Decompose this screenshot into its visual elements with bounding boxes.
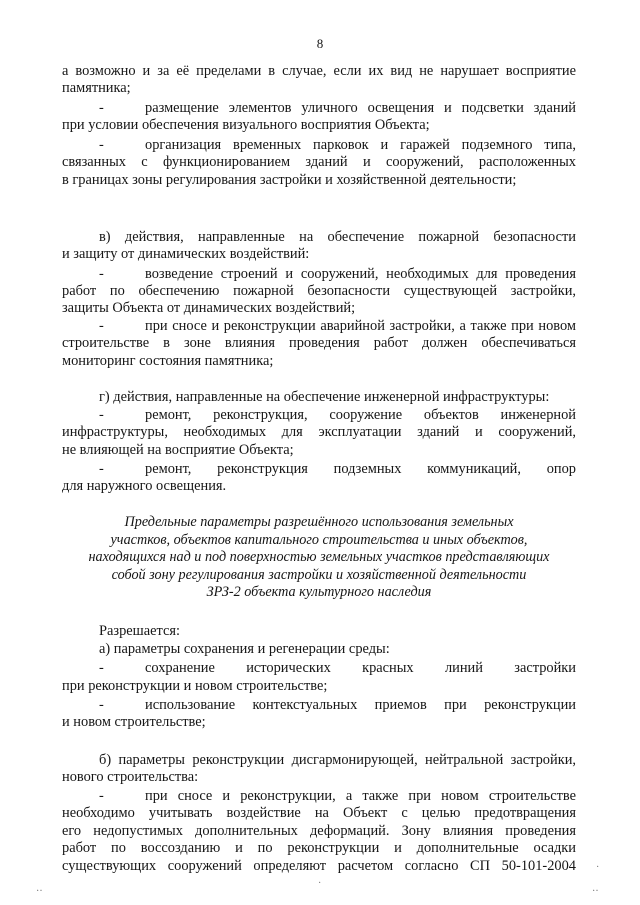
text-line: Разрешается: [99, 623, 180, 639]
text-line: размещение элементов уличного освещения и подсветки зданий [145, 100, 576, 116]
text-line: а) параметры сохранения и регенерации среды: [99, 641, 390, 657]
text-line: при сносе и реконструкции, а также при новом строительстве [145, 788, 576, 804]
text-line: для наружного освещения. [62, 478, 227, 494]
list-item [99, 100, 576, 117]
text-line: нового строительства: [62, 769, 199, 785]
page-number: 8 [316, 36, 324, 51]
text-line: работ по обеспечению пожарной безопасности существующей застройки, [62, 283, 576, 299]
text-line: мониторинг состояния памятника; [62, 353, 274, 369]
text-line: использование контекстуальных приемов при реконструкции [145, 697, 576, 713]
text-line: и защиту от динамических воздействий: [62, 246, 310, 262]
text-line: а возможно и за её пределами в случае, если их вид не нарушает восприятие [62, 63, 576, 79]
section-heading-line: ЗРЗ-2 объекта культурного наследия [206, 584, 432, 600]
text-line: строительстве в зоне влияния проведения работ должен обеспечиваться [62, 335, 576, 351]
scan-speck: · [596, 862, 600, 873]
list-item [99, 266, 576, 283]
scan-speck: ‥ [36, 883, 43, 894]
section-heading-line: участков, объектов капитального строительства и иных объектов, [110, 532, 528, 548]
text-line: сохранение исторических красных линий застройки [145, 660, 576, 676]
list-item [99, 137, 576, 154]
dash-bullet: - [99, 266, 104, 282]
dash-bullet: - [99, 100, 104, 116]
text-line: и новом строительстве; [62, 714, 206, 730]
text-line: ремонт, реконструкция, сооружение объектов инженерной [145, 407, 576, 423]
list-item [99, 461, 576, 478]
list-item [99, 318, 576, 335]
section-heading-line: Предельные параметры разрешённого использования земельных [124, 514, 514, 530]
list-item [99, 660, 576, 677]
text-line: защиты Объекта от динамических воздействий; [62, 300, 356, 316]
list-item [99, 407, 576, 424]
text-line: при реконструкции и новом строительстве; [62, 678, 328, 694]
dash-bullet: - [99, 697, 104, 713]
dash-bullet: - [99, 318, 104, 334]
dash-bullet: - [99, 788, 104, 804]
text-line: памятника; [62, 80, 131, 96]
list-item [99, 697, 576, 714]
section-heading-line: собой зону регулирования застройки и хозяйственной деятельности [111, 567, 527, 583]
text-line: г) действия, направленные на обеспечение инженерной инфраструктуры: [99, 389, 550, 405]
text-line: необходимо учитывать воздействие на Объект с целью предотвращения [62, 805, 576, 821]
scan-speck: ‥ [592, 883, 599, 894]
text-line: ремонт, реконструкция подземных коммуникаций, опор [145, 461, 576, 477]
text-line: инфраструктуры, необходимых для эксплуатации зданий и сооружений, [62, 424, 576, 440]
text-line: связанных с функционированием зданий и сооружений, расположенных [62, 154, 576, 170]
text-line: его недопустимых дополнительных деформаций. Зону влияния проведения [62, 823, 576, 839]
text-line: возведение строений и сооружений, необходимых для проведения [145, 266, 576, 282]
text-line: в границах зоны регулирования застройки и хозяйственной деятельности; [62, 172, 517, 188]
dash-bullet: - [99, 660, 104, 676]
text-line: при сносе и реконструкции аварийной застройки, а также при новом [145, 318, 576, 334]
text-line: в) действия, направленные на обеспечение пожарной безопасности [99, 229, 576, 245]
dash-bullet: - [99, 407, 104, 423]
text-line: организация временных парковок и гаражей подземного типа, [145, 137, 576, 153]
section-heading-line: находящихся над и под поверхностью земельных участков представляющих [88, 549, 550, 565]
dash-bullet: - [99, 461, 104, 477]
list-item [99, 788, 576, 805]
text-line: б) параметры реконструкции дисгармонирующей, нейтральной застройки, [99, 752, 576, 768]
dash-bullet: - [99, 137, 104, 153]
text-line: существующих сооружений определяют расчетом согласно СП 50-101-2004 [62, 858, 576, 874]
text-line: не влияющей на восприятие Объекта; [62, 442, 294, 458]
text-line: работ по воссозданию и по реконструкции и дополнительные осадки [62, 840, 576, 856]
scan-speck: · [318, 878, 322, 889]
text-line: при условии обеспечения визуального восприятия Объекта; [62, 117, 430, 133]
